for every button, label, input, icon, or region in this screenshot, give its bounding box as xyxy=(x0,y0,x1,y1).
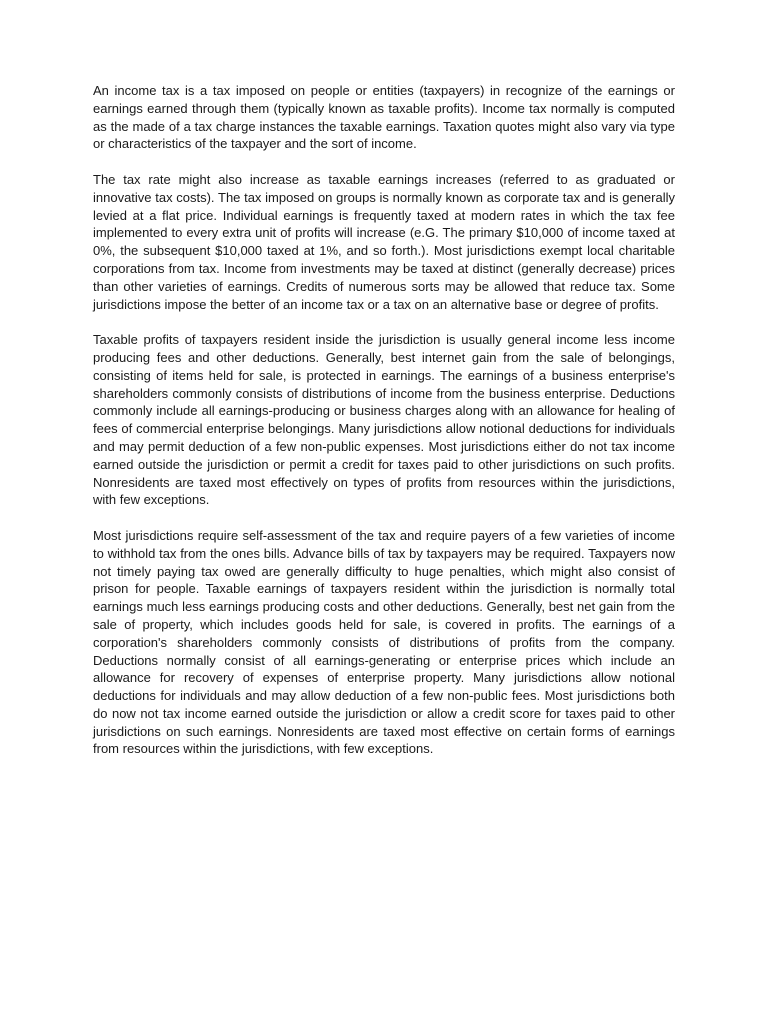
paragraph-3: Taxable profits of taxpayers resident inside the jurisdiction is usually general income less income producing fees and other deductions. Generally, best internet gain from the sale of belongings, consisting of items held for sale, is protected in earnings. The earnings of a business enterprise's shareholders commonly consists of distributions of income from the business enterprise. Deductions commonly include all earnings-producing or business charges along with an allowance for healing of fees of commercial enterprise belongings. Many jurisdictions allow notional deductions for individuals and may permit deduction of a few non-public expenses. Most jurisdictions either do not tax income earned outside the jurisdiction or permit a credit for taxes paid to other jurisdictions on such profits. Nonresidents are taxed most effectively on types of profits from resources within the jurisdictions, with few exceptions. xyxy=(93,332,675,508)
document-page xyxy=(93,82,675,776)
paragraph-4: Most jurisdictions require self-assessment of the tax and require payers of a few varieties of income to withhold tax from the ones bills. Advance bills of tax by taxpayers may be required. Taxpayers now not timely paying tax owed are generally difficulty to huge penalties, which might also consist of prison for people. Taxable earnings of taxpayers resident within the jurisdiction is normally total earnings much less earnings producing costs and other deductions. Generally, best net gain from the sale of property, which includes goods held for sale, is covered in profits. The earnings of a corporation's shareholders commonly consists of distributions of profits from the company. Deductions normally consist of all earnings-generating or enterprise prices which include an allowance for recovery of expenses of enterprise property. Many jurisdictions allow notional deductions for individuals and may allow deduction of a few non-public fees. Most jurisdictions both do now not tax income earned outside the jurisdiction or allow a credit score for taxes paid to other jurisdictions on such earnings. Nonresidents are taxed most effective on certain forms of earnings from resources within the jurisdictions, with few exceptions. xyxy=(93,527,675,757)
paragraph-1: An income tax is a tax imposed on people or entities (taxpayers) in recognize of the earnings or earnings earned through them (typically known as taxable profits). Income tax normally is computed as the made of a tax charge instances the taxable earnings. Taxation quotes might also vary via type or characteristics of the taxpayer and the sort of income. xyxy=(93,83,675,152)
paragraph-2: The tax rate might also increase as taxable earnings increases (referred to as graduated or innovative tax costs). The tax imposed on groups is normally known as corporate tax and is generally levied at a flat price. Individual earnings is frequently taxed at modern rates in which the tax fee implemented to every extra unit of profits will increase (e.G. The primary $10,000 of income taxed at 0%, the subsequent $10,000 taxed at 1%, and so forth.). Most jurisdictions exempt local charitable corporations from tax. Income from investments may be taxed at distinct (generally decrease) prices than other varieties of earnings. Credits of numerous sorts may be allowed that reduce tax. Some jurisdictions impose the better of an income tax or a tax on an alternative base or degree of profits. xyxy=(93,171,675,312)
